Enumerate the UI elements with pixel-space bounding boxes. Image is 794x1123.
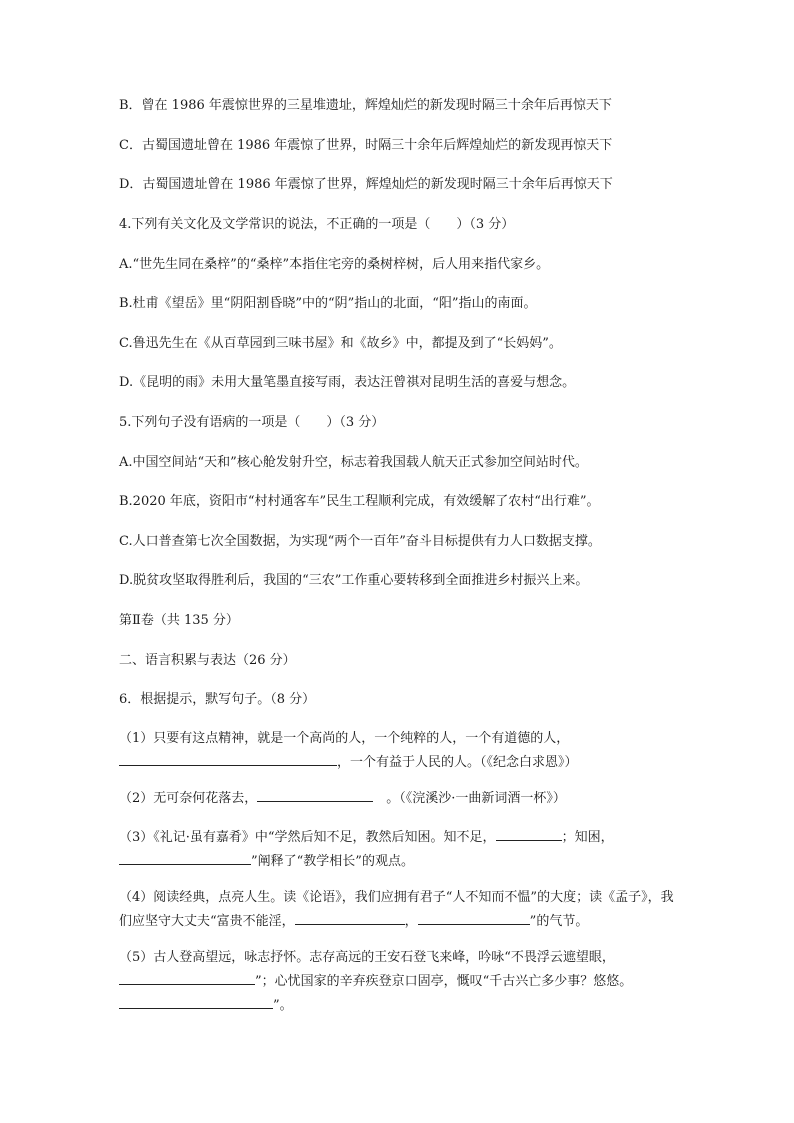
option-line: D．古蜀国遗址曾在 1986 年震惊了世界，辉煌灿烂的新发现时隔三十余年后再惊天下 xyxy=(119,177,613,192)
option-line: B.2020 年底，资阳市“村村通客车”民生工程顺利完成，有效缓解了农村“出行难”。 xyxy=(119,494,600,509)
answer-blank[interactable] xyxy=(295,910,405,925)
answer-blank[interactable] xyxy=(257,787,373,802)
option-line: B.杜甫《望岳》里“阴阳割昏晓”中的“阴”指山的北面，“阳”指山的南面。 xyxy=(119,296,537,311)
dictation-text: ”的气节。 xyxy=(529,914,589,929)
section-heading: 二、语言积累与表达（26 分） xyxy=(119,653,296,668)
dictation-text: （4）阅读经典，点亮人生。读《论语》，我们应拥有君子“人不知而不愠”的大度；读《孟子》，我们应坚守大丈夫“富贵不能淫， xyxy=(119,890,674,929)
dictation-text: （1）只要有这点精神，就是一个高尚的人，一个纯粹的人，一个有道德的人， xyxy=(119,731,570,746)
option-line: D.脱贫攻坚取得胜利后，我国的“三农”工作重心要转移到全面推进乡村振兴上来。 xyxy=(119,573,589,588)
dictation-text: ；知困， xyxy=(561,830,614,845)
dictation-item-1 xyxy=(119,727,679,775)
option-line: C.人口普查第七次全国数据，为实现“两个一百年”奋斗目标提供有力人口数据支撑。 xyxy=(119,534,601,549)
answer-blank[interactable] xyxy=(119,994,273,1009)
answer-blank[interactable] xyxy=(119,970,255,985)
dictation-text: （3）《礼记·虽有嘉肴》中“学然后知不足，教然后知困。知不足， xyxy=(119,830,496,845)
section-heading: 第Ⅱ卷（共 135 分） xyxy=(119,613,239,628)
question-4-stem: 4.下列有关文化及文学常识的说法，不正确的一项是（ ）（3 分） xyxy=(119,217,515,232)
question-5-stem: 5.下列句子没有语病的一项是（ ）（3 分） xyxy=(119,415,385,430)
dictation-text: （2）无可奈何花落去， xyxy=(119,791,258,806)
dictation-text: （5）古人登高望远，咏志抒怀。志存高远的王安石登飞来峰，吟咏“不畏浮云遮望眼， xyxy=(119,950,615,965)
dictation-item-5 xyxy=(119,946,679,1018)
dictation-text: ”；心忧国家的辛弃疾登京口固亭，慨叹“千古兴亡多少事？悠悠。 xyxy=(255,974,633,989)
answer-blank[interactable] xyxy=(119,850,251,865)
option-line: D.《昆明的雨》未用大量笔墨直接写雨，表达汪曾祺对昆明生活的喜爱与想念。 xyxy=(119,375,576,390)
dictation-text: 。（《浣溪沙·一曲新词酒一杯》） xyxy=(386,791,566,806)
option-line: C．古蜀国遗址曾在 1986 年震惊了世界，时隔三十余年后辉煌灿烂的新发现再惊天下 xyxy=(119,138,613,153)
answer-blank[interactable] xyxy=(496,826,562,841)
option-line: B．曾在 1986 年震惊世界的三星堆遗址，辉煌灿烂的新发现时隔三十余年后再惊天下 xyxy=(119,98,612,113)
dictation-item-4 xyxy=(119,886,679,934)
option-line: C.鲁迅先生在《从百草园到三味书屋》和《故乡》中，都提及到了“长妈妈”。 xyxy=(119,336,562,351)
dictation-text: ，一个有益于人民的人。（《纪念白求恩》） xyxy=(337,755,578,770)
answer-blank[interactable] xyxy=(119,751,337,766)
dictation-item-3 xyxy=(119,826,679,874)
option-line: A.中国空间站“天和”核心舱发射升空，标志着我国载人航天正式参加空间站时代。 xyxy=(119,455,588,470)
question-6-stem: 6．根据提示，默写句子。（8 分） xyxy=(119,692,316,707)
dictation-text: ， xyxy=(404,914,418,929)
dictation-item-2 xyxy=(119,787,679,811)
dictation-text: ”。 xyxy=(273,998,293,1013)
answer-blank[interactable] xyxy=(418,910,530,925)
option-line: A.“世先生同在桑梓”的“桑梓”本指住宅旁的桑树梓树，后人用来指代家乡。 xyxy=(119,257,550,272)
dictation-text: ”阐释了“教学相长”的观点。 xyxy=(251,854,414,869)
